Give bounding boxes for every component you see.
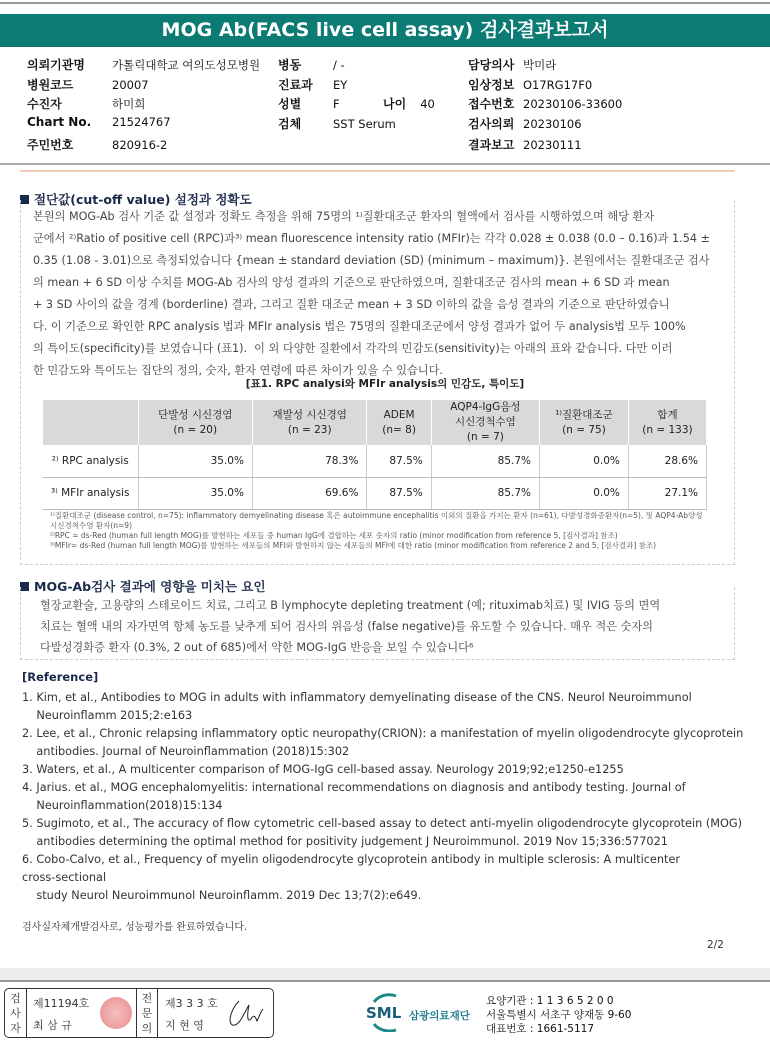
info-label: 접수번호 (468, 97, 515, 111)
tester-label: 검사자 (5, 989, 27, 1037)
info-label: 병원코드 (27, 77, 74, 92)
text-line: ³⁾MFIr= ds-Red (human full length MOG)를 발현하는 세포들의 MFI와 발현하지 않는 세포들의 MFI에 대한 ratio (minor modification from reference 2 and 5, [검사결과] 참조) (50, 541, 657, 550)
table-cell: 0.0% (540, 477, 629, 509)
text-line: 혈장교환술, 고용량의 스테로이드 치료, 그리고 B lymphocyte depleting treatment (예; rituximab치료) 및 IVIG 등의 면역 (40, 599, 661, 612)
row-label: ³⁾ MFIr analysis (43, 477, 138, 509)
info-value: EY (333, 77, 348, 92)
column-header (138, 400, 252, 445)
info-col1 (27, 56, 260, 155)
header-line: ¹⁾질환대조군 (555, 408, 613, 421)
table-cell: 69.6% (252, 477, 366, 509)
row-label: ²⁾ RPC analysis (43, 445, 138, 477)
tester-license: 제11194호 (33, 997, 90, 1010)
table-cell: 87.5% (367, 477, 431, 509)
text-line: study Neurol Neuroimmunol Neuroinflamm. 2019 Dec 13;7(2):e649. (22, 889, 422, 902)
text-line: 한 민감도와 특이도는 집단의 정의, 숫자, 환자 연령에 따른 차이가 있을 수 있습니다. (33, 364, 443, 377)
header-line: 합계 (657, 408, 678, 421)
org-contact (486, 994, 631, 1036)
header-line: 재발성 시신경염 (272, 408, 347, 421)
info-row (468, 136, 622, 156)
info-label: 성별 (278, 97, 302, 111)
tester-name: 최 삼 규 (33, 1019, 72, 1032)
info-value: 20230106 (523, 116, 582, 131)
text-line: cross-sectional (22, 871, 107, 884)
header-line: (n = 7) (466, 431, 504, 443)
table-cell: 87.5% (367, 445, 431, 477)
table-cell: 78.3% (252, 445, 366, 477)
page-number: 2/2 (707, 939, 724, 951)
text-line: antibodies. Journal of Neuroinflammation (2018)15:302 (22, 745, 350, 758)
info-col3 (468, 56, 622, 155)
table-row (43, 477, 707, 509)
divider (20, 170, 735, 172)
info-label: 진료과 (278, 77, 313, 92)
info-value: 박미라 (523, 58, 557, 72)
info-label: 검체 (278, 116, 302, 131)
table-cell: 85.7% (431, 445, 539, 477)
signature-box (4, 988, 274, 1038)
header-line: 시신경척수염 (454, 416, 516, 428)
info-row (468, 76, 622, 96)
info-value: 20230111 (523, 137, 582, 152)
info-value: 21524767 (112, 114, 171, 129)
info-label: 담당의사 (468, 58, 515, 72)
info-value: 20230106-33600 (523, 97, 623, 111)
header-line: 단발성 시신경염 (158, 408, 233, 421)
info-row (27, 76, 260, 96)
text-line: 2. Lee, et al., Chronic relapsing inflammatory optic neuropathy(CRION): a manifestation of myelin oligodendrocyte glycoprotein (22, 727, 744, 740)
seal-stamp (100, 997, 132, 1029)
table-cell: 35.0% (138, 445, 252, 477)
table-cell: 28.6% (628, 445, 706, 477)
org-code: 요양기관 : 1 1 3 6 5 2 0 0 (486, 995, 614, 1007)
org-address: 서울특별시 서초구 양재동 9-60 (486, 1009, 632, 1021)
section2-paragraph (40, 595, 660, 658)
info-row (278, 95, 396, 115)
note: 검사실자체개발검사로, 성능평가를 완료하였습니다. (22, 922, 248, 933)
column-header (628, 400, 706, 445)
text-line: 치료는 혈액 내의 자가면역 항체 농도를 낮추게 되어 검사의 위음성 (false negative)를 유도할 수 있습니다. 매우 적은 숫자의 (40, 620, 653, 633)
text-line: 의 mean + 6 SD 이상 수치를 MOG-Ab 검사의 양성 결과의 기준으로 판단하였으며, 질환대조군 검사의 mean + 6 SD 과 mean (33, 276, 670, 289)
reference-list (22, 689, 743, 905)
table-cell: 0.0% (540, 445, 629, 477)
divider (0, 163, 770, 165)
text-line: 시신경척수염 환자(n=9) (50, 521, 133, 530)
info-value: 820916-2 (112, 137, 168, 152)
text-line: 1. Kim, et al., Antibodies to MOG in adults with inflammatory demyelinating disease of the CNS. Neurol Neuroimmunol (22, 691, 692, 704)
info-label: 임상정보 (468, 77, 515, 92)
reference-title: [Reference] (22, 670, 99, 684)
sensitivity-table (43, 400, 707, 510)
info-label: 검사의뢰 (468, 116, 515, 131)
info-row (278, 76, 396, 96)
header-empty (43, 400, 138, 445)
info-value: 20007 (112, 77, 149, 92)
signature (225, 997, 265, 1031)
top-divider (0, 2, 770, 4)
text-line: 다발성경화증 환자 (0.3%, 2 out of 685)에서 약한 MOG-IgG 반응을 보일 수 있습니다⁶ (40, 641, 474, 654)
text-line: 0.35 (1.08 - 3.01)으로 측정되었습니다 {mean ± standard deviation (SD) (minimum – maximum)}. 본원에서는 질환대조군 검사 (33, 254, 710, 267)
text-line: + 3 SD 사이의 값을 경계 (borderline) 결과, 그리고 질환 대조군 mean + 3 SD 이하의 값을 음성 결과의 기준으로 판단하였습니 (33, 298, 670, 311)
report-title: MOG Ab(FACS live cell assay) 검사결과보고서 (0, 14, 770, 47)
text-line: 4. Jarius. et al., MOG encephalomyelitis: international recommendations on diagnosis and antibody testing. Journal of (22, 781, 686, 794)
doctor-name: 지 현 영 (165, 1019, 204, 1032)
section1-title: 절단값(cut-off value) 설정과 정확도 (20, 190, 252, 208)
table-cell: 27.1% (628, 477, 706, 509)
info-row (27, 56, 260, 76)
header-line: (n = 23) (287, 423, 332, 436)
column-header (540, 400, 629, 445)
header-line: ADEM (383, 408, 415, 421)
doctor-license: 제3 3 3 호 (165, 997, 218, 1010)
info-row (468, 56, 622, 76)
info-label: 주민번호 (27, 137, 74, 152)
age-field: 나이 40 (383, 97, 435, 111)
text-line: 3. Waters, et al., A multicenter comparison of MOG-IgG cell-based assay. Neurology 2019;92;e1250-e1255 (22, 763, 624, 776)
table-row (43, 445, 707, 477)
doctor-label: 전문의 (136, 989, 158, 1037)
info-row (27, 95, 260, 115)
org-name: 삼광의료재단 (409, 1010, 470, 1022)
text-line: antibodies determining the optimal method for positivity judgement J Neuroimmunol. 2019 Nov 15;336:577021 (22, 835, 668, 848)
info-row (27, 136, 260, 156)
column-header (431, 400, 539, 445)
info-label: 의뢰기관명 (27, 58, 85, 72)
text-line: ²⁾RPC = ds-Red (human full length MOG)를 발현하는 세포들 중 human IgG에 결합하는 세포 숫자의 ratio (minor modification from reference 5, [검사결과] 참조) (50, 531, 618, 540)
info-label: 수진자 (27, 97, 62, 111)
table-cell: 85.7% (431, 477, 539, 509)
table-caption: [표1. RPC analysi와 MFIr analysis의 민감도, 특이도] (245, 378, 525, 390)
text-line: 의 특이도(specificity)를 보였습니다 (표1). 이 외 다양한 질환에서 각각의 민감도(sensitivity)는 아래의 표와 같습니다. 다만 이러 (33, 342, 673, 355)
info-value: 하미희 (112, 97, 146, 111)
header-line: (n = 75) (562, 423, 606, 436)
text-line: 6. Cobo-Calvo, et al., Frequency of myelin oligodendrocyte glycoprotein antibody in multiple sclerosis: A multicenter (22, 853, 681, 866)
header-line: (n= 8) (382, 423, 416, 436)
section1-paragraph (33, 206, 710, 382)
text-line: ¹⁾질환대조군 (disease control, n=75): inflammatory demyelinating disease 혹은 autoimmune encephalitis 이외의 질환을 가지는 환자 (n=61), 다발성경화증환자(n=5), 및 AQP4-Ab양성 (50, 511, 703, 520)
info-row (278, 115, 396, 136)
info-value: 가톨릭대학교 여의도성모병원 (112, 58, 261, 72)
info-value: F (333, 97, 340, 111)
info-value: O17RG17F0 (523, 77, 593, 92)
info-label: 결과보고 (468, 137, 515, 152)
column-header (367, 400, 431, 445)
info-label: 병동 (278, 58, 302, 72)
info-row (468, 95, 622, 115)
info-label: Chart No. (27, 114, 92, 129)
text-line: 본원의 MOG-Ab 검사 기준 값 설정과 정확도 측정을 위해 75명의 ¹⁾질환대조군 환자의 혈액에서 검사를 시행하였으며 해당 환자 (33, 210, 655, 223)
info-col2 (278, 56, 396, 136)
header-line: (n = 20) (173, 423, 218, 436)
column-header (252, 400, 366, 445)
text-line: 군에서 ²⁾Ratio of positive cell (RPC)과³⁾ mean fluorescence intensity ratio (MFIr)는 각각 0.028 ± 0.038 (0.0 – 0.16)과 1.54 ± (33, 232, 710, 245)
header-line: (n = 133) (642, 423, 693, 436)
info-row (27, 115, 260, 136)
text-line: 5. Sugimoto, et al., The accuracy of flow cytometric cell-based assay to detect anti-myelin oligodendrocyte glycoprotein (MOG) (22, 817, 743, 830)
table-cell: 35.0% (138, 477, 252, 509)
info-value: / - (333, 58, 345, 72)
footer-band (0, 968, 770, 982)
info-value: SST Serum (333, 116, 396, 131)
text-line: 다. 이 기준으로 확인한 RPC analysis 법과 MFIr analysis 법은 75명의 질환대조군에서 양성 결과가 없어 두 analysis법 모두 100% (33, 320, 686, 333)
org-phone: 대표번호 : 1661-5117 (486, 1023, 595, 1035)
section2-title: MOG-Ab검사 결과에 영향을 미치는 요인 (20, 577, 266, 595)
info-row (468, 115, 622, 136)
table-footnotes (50, 511, 703, 551)
info-row (278, 56, 396, 76)
text-line: Neuroinflamm 2015;2:e163 (22, 709, 193, 722)
text-line: Neuroinflammation(2018)15:134 (22, 799, 223, 812)
header-line: AQP4-IgG음성 (450, 401, 521, 413)
sml-logo: SML (366, 992, 406, 1032)
